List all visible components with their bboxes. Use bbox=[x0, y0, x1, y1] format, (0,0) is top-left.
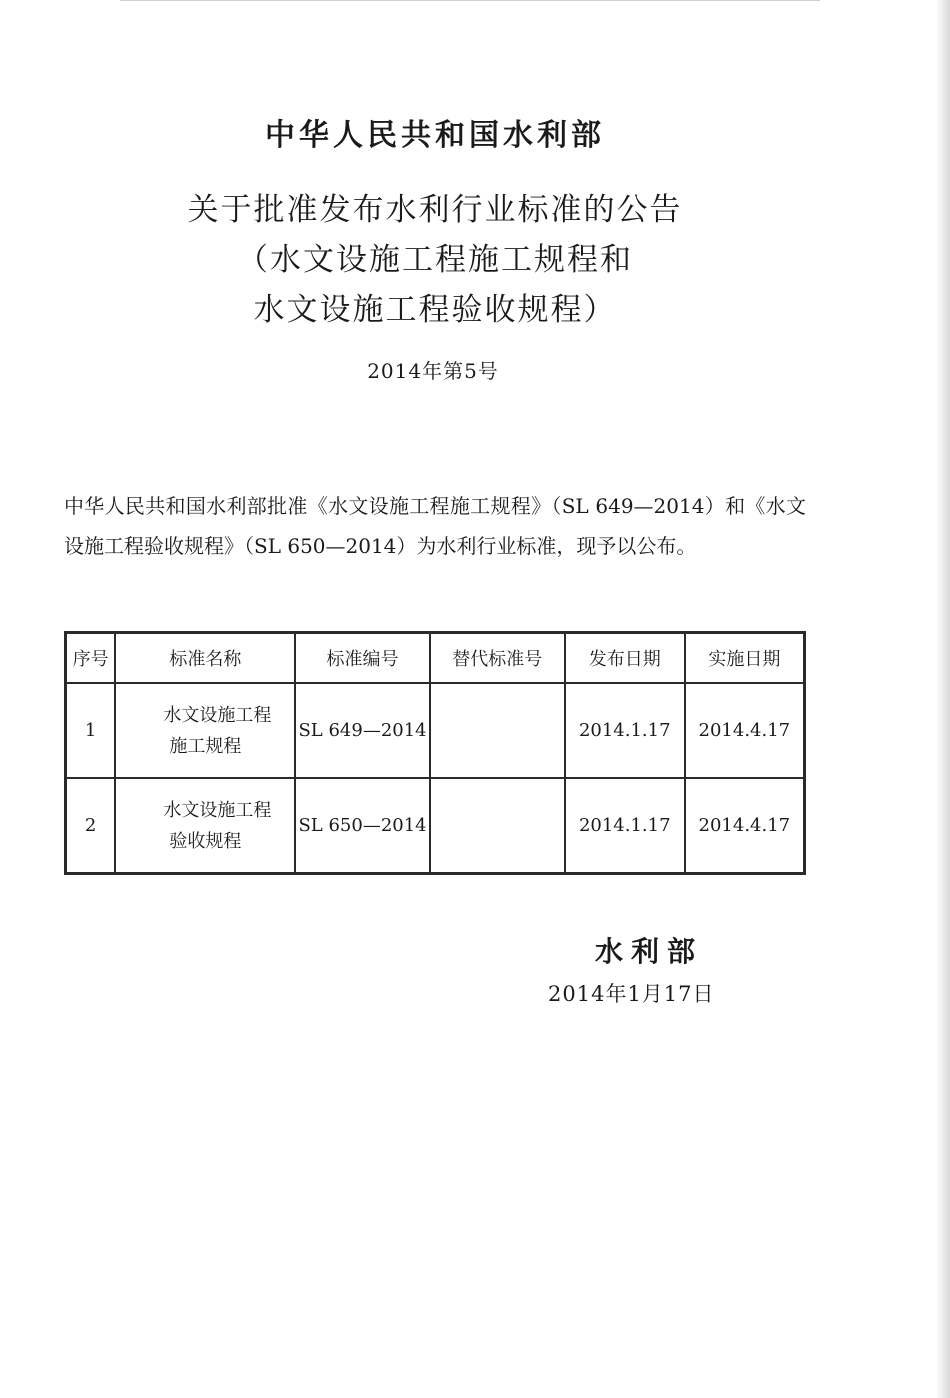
standard-name-line-2: 验收规程 bbox=[169, 830, 242, 852]
header-publish-date: 发布日期 bbox=[565, 633, 685, 684]
page-top-edge bbox=[120, 0, 820, 9]
signing-organization: 水利部 bbox=[595, 935, 704, 968]
header-effective-date: 实施日期 bbox=[685, 633, 805, 684]
table-header-row bbox=[66, 633, 805, 684]
document-number: 2014年第5号 bbox=[367, 359, 499, 383]
cell-replaced-standard bbox=[430, 778, 565, 874]
cell-effective-date: 2014.4.17 bbox=[685, 778, 805, 874]
announcement-title-line-3: 水文设施工程验收规程） bbox=[253, 292, 617, 328]
announcement-title-line-1: 关于批准发布水利行业标准的公告 bbox=[187, 192, 683, 228]
cell-standard-name bbox=[115, 683, 295, 778]
cell-publish-date: 2014.1.17 bbox=[565, 778, 685, 874]
standards-table bbox=[64, 631, 806, 875]
announcement-paragraph: 中华人民共和国水利部批准《水文设施工程施工规程》（SL 649—2014）和《水文设施工程验收规程》（SL 650—2014）为水利行业标准，现予以公布。 bbox=[64, 494, 806, 558]
header-standard-name: 标准名称 bbox=[115, 633, 295, 684]
cell-serial-no: 1 bbox=[66, 683, 116, 778]
standard-name-line-2: 施工规程 bbox=[169, 735, 242, 757]
cell-effective-date: 2014.4.17 bbox=[685, 683, 805, 778]
standard-name-line-1: 水文设施工程 bbox=[163, 704, 272, 726]
standard-name-line-1: 水文设施工程 bbox=[163, 799, 272, 821]
cell-publish-date: 2014.1.17 bbox=[565, 683, 685, 778]
cell-standard-code: SL 650—2014 bbox=[295, 778, 429, 874]
header-replaced-standard: 替代标准号 bbox=[430, 633, 565, 684]
announcement-title-line-2: （水文设施工程施工规程和 bbox=[237, 242, 633, 278]
cell-standard-code: SL 649—2014 bbox=[295, 683, 429, 778]
page-right-edge-shadow bbox=[936, 0, 950, 1398]
cell-replaced-standard bbox=[430, 683, 565, 778]
table-row bbox=[66, 683, 805, 778]
cell-standard-name bbox=[115, 778, 295, 874]
ministry-name: 中华人民共和国水利部 bbox=[265, 118, 605, 153]
header-standard-code: 标准编号 bbox=[295, 633, 429, 684]
cell-serial-no: 2 bbox=[66, 778, 116, 874]
table-row bbox=[66, 778, 805, 874]
signing-date: 2014年1月17日 bbox=[548, 982, 715, 1006]
header-serial-no: 序号 bbox=[66, 633, 116, 684]
